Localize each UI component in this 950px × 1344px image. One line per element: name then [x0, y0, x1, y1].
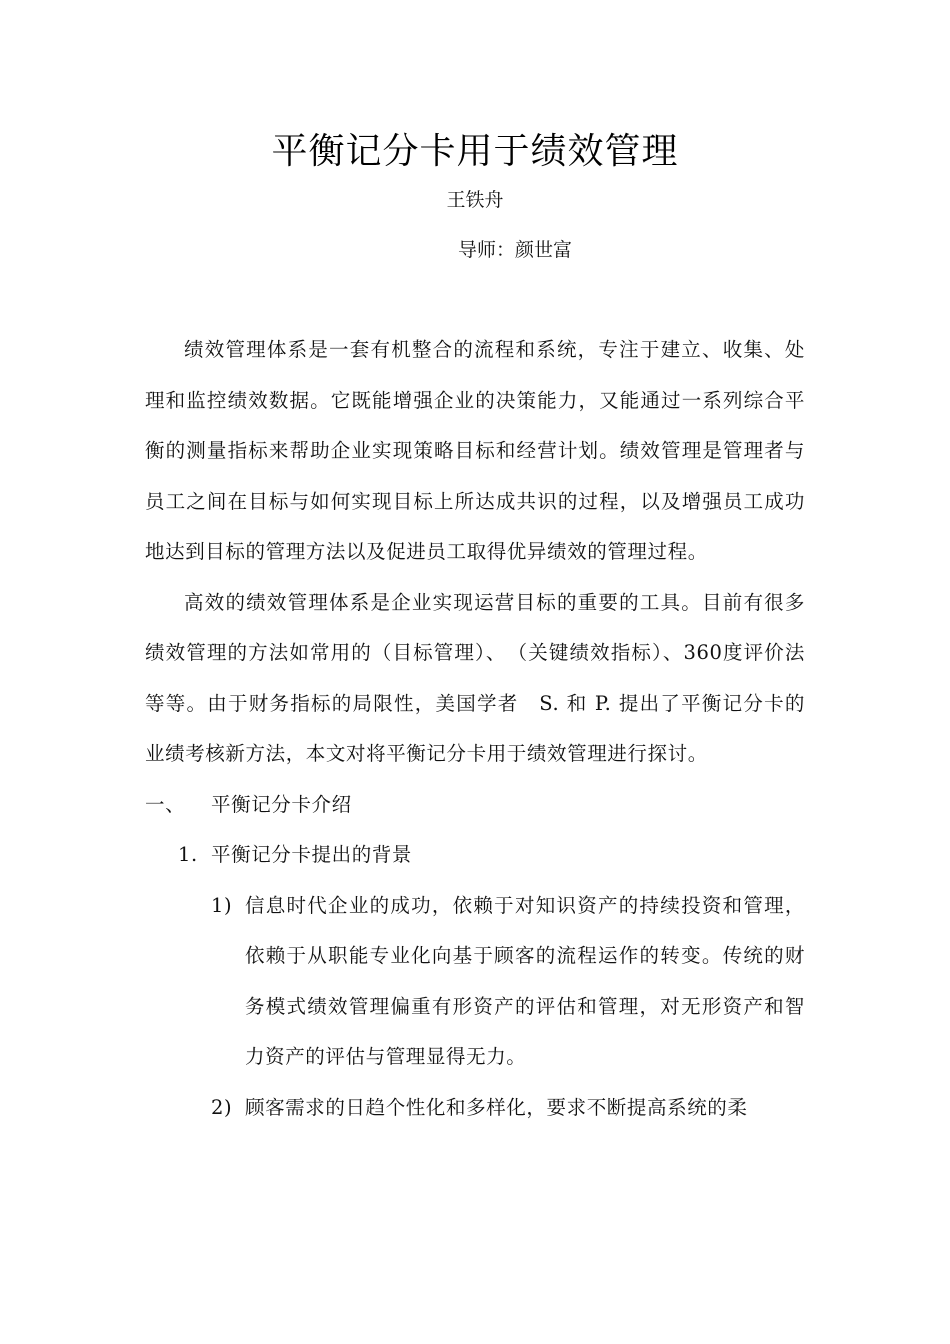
subsection-title: 平衡记分卡提出的背景	[211, 843, 413, 866]
list-item-number: 2)	[211, 1095, 233, 1119]
author-name: 王铁舟	[446, 189, 504, 211]
paragraph-methods: 高效的绩效管理体系是企业实现运营目标的重要的工具。目前有很多绩效管理的方法如常用的（目标管理）、 （关键绩效指标）、360度评价法等等。由于财务指标的局限性，美国学者 S. 和 P. 提出了平衡记分卡的业绩考核新方法，本文对将平衡记分卡用于绩效管理进行探讨。	[145, 590, 805, 765]
section-number: 一、	[145, 792, 186, 816]
subsection-heading	[145, 830, 805, 881]
document-body	[145, 325, 805, 1133]
list-item	[145, 881, 805, 1083]
document-title: 平衡记分卡用于绩效管理	[271, 131, 679, 172]
section-title: 平衡记分卡介绍	[211, 792, 352, 816]
list-item	[145, 1083, 805, 1134]
advisor-name: 导师：颜世富	[458, 239, 573, 261]
subsection-number: 1.	[178, 843, 198, 866]
list-item-text: 信息时代企业的成功，依赖于对知识资产的持续投资和管理，依赖于从职能专业化向基于顾客的流程运作的转变。传统的财务模式绩效管理偏重有形资产的评估和管理，对无形资产和智力资产的评估与管理显得无力。	[245, 893, 805, 1068]
section-heading	[145, 780, 805, 831]
list-item-number: 1)	[211, 893, 233, 917]
list-item-text: 顾客需求的日趋个性化和多样化，要求不断提高系统的柔	[245, 1095, 748, 1119]
paragraph-intro: 绩效管理体系是一套有机整合的流程和系统，专注于建立、收集、处理和监控绩效数据。它既能增强企业的决策能力，又能通过一系列综合平衡的测量指标来帮助企业实现策略目标和经营计划。绩效管理是管理者与员工之间在目标与如何实现目标上所达成共识的过程，以及增强员工成功地达到目标的管理方法以及促进员工取得优异绩效的管理过程。	[145, 338, 805, 563]
